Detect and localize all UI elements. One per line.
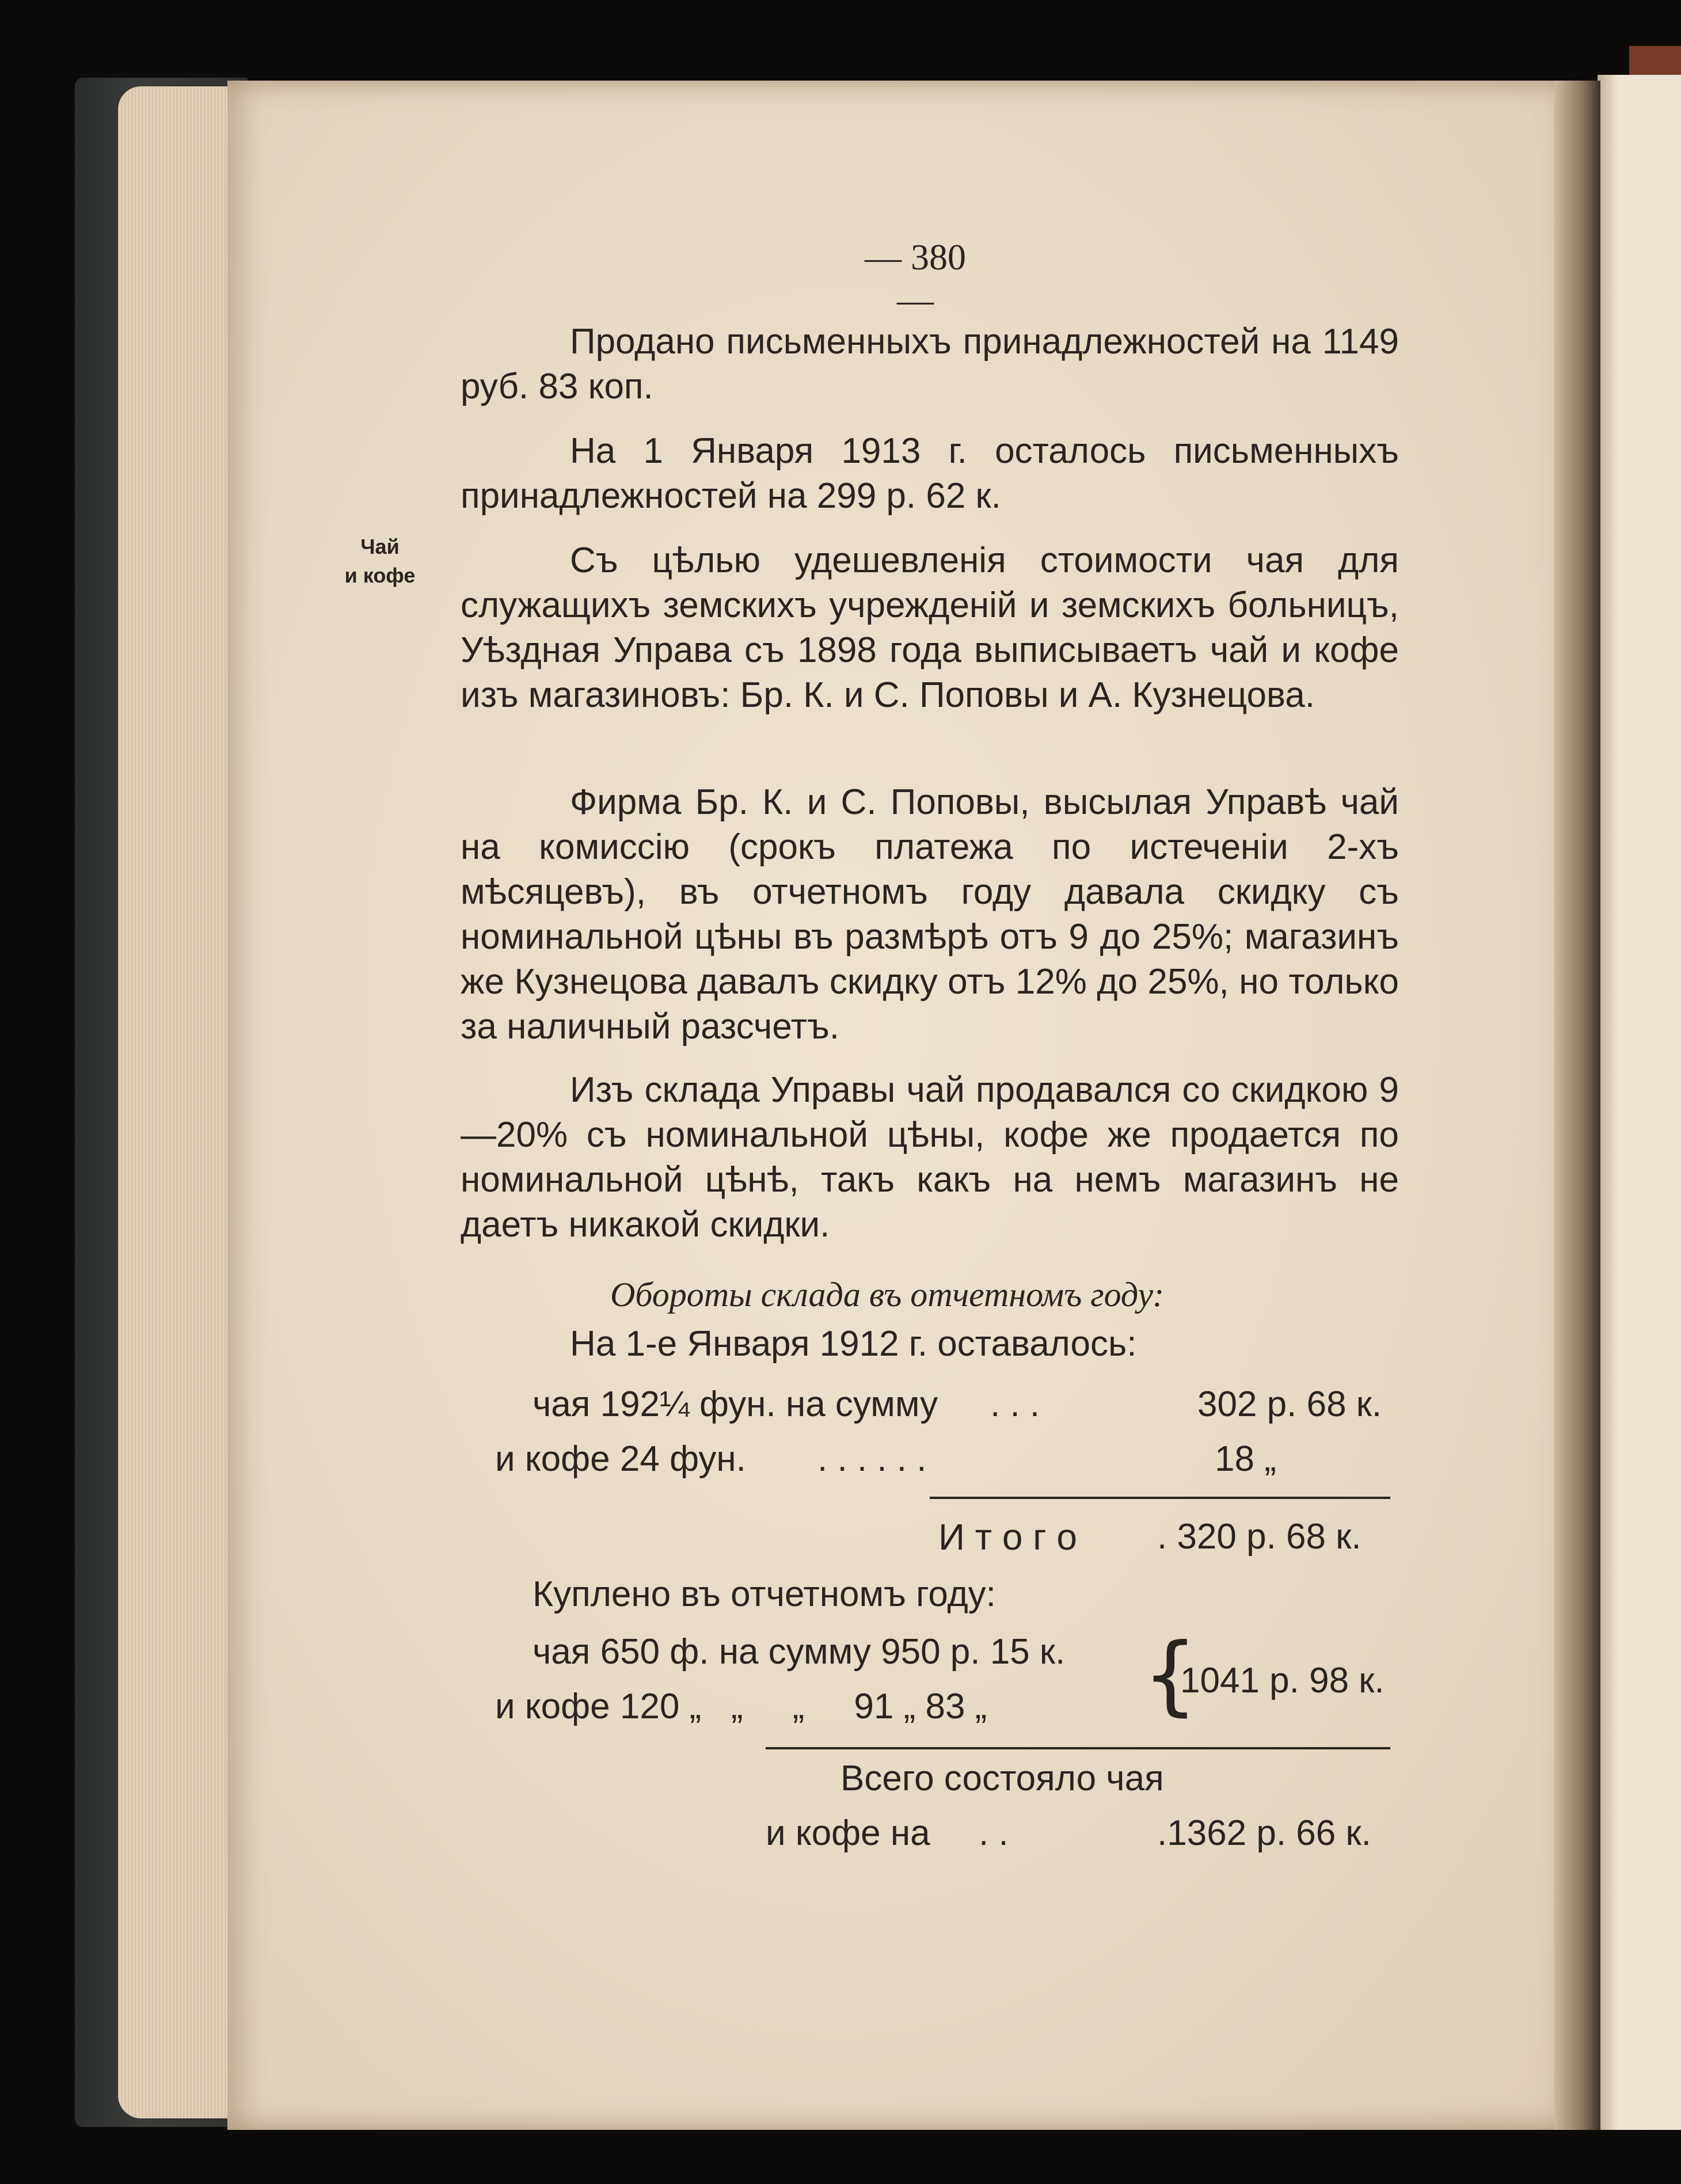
paragraph-firm-discount: Фирма Бр. К. и С. Поповы, высылая Управѣ чай на комиссію (срокъ платежа по истеченіи 2-хъ мѣсяцевъ), въ отчетномъ году давала скидку съ номинальной цѣны въ размѣрѣ отъ 9 до 25%; магазинъ же Кузнецова давалъ скидку отъ 12% до 25%, но только за наличный разсчетъ. (461, 782, 1399, 1047)
grand-amount: .1362 р. 66 к. (1157, 1813, 1371, 1853)
paragraph-stationery-sold: Продано письменныхъ принадлежностей на 1149 руб. 83 коп. (461, 322, 1399, 406)
page-gutter (1554, 81, 1600, 2130)
paragraph-stationery-left: На 1 Января 1913 г. осталось письменныхъ принадлежностей на 299 р. 62 к. (461, 431, 1399, 516)
grand-label-1: Всего состояло чая (840, 1759, 1164, 1798)
paragraph-tea-purpose: Съ цѣлью удешевленія стоимости чая для служащихъ земскихъ учрежденій и земскихъ больницъ, Уѣздная Управа съ 1898 года выписываетъ чай и кофе изъ магазиновъ: Бр. К. и С. Поповы и А. Кузнецова. (461, 541, 1399, 715)
table-title: Обороты склада въ отчетномъ году: (610, 1276, 1165, 1314)
total-label: И т о г о (938, 1516, 1077, 1558)
facing-page (1598, 75, 1681, 2130)
tea-stock-label: чая 192¼ фун. на сумму (533, 1384, 938, 1424)
margin-note-line-1: Чай (360, 535, 400, 558)
bought-total: 1041 р. 98 к. (1180, 1661, 1385, 1700)
grand-dots: . . (979, 1813, 1009, 1853)
paragraph-warehouse-sales: Изъ склада Управы чай продавался со скидкою 9—20% съ номинальной цѣны, кофе же продается по номинальной цѣнѣ, такъ какъ на немъ магазинъ не даетъ никакой скидки. (461, 1070, 1399, 1245)
brace: { (1143, 1625, 1198, 1725)
bought-coffee: и кофе 120 „ „ „ 91 „ 83 „ (495, 1687, 987, 1726)
total-amount: . 320 р. 68 к. (1157, 1517, 1361, 1557)
coffee-stock-amount: 18 „ (1215, 1439, 1276, 1479)
page-number: — 380 — (865, 237, 966, 320)
tea-stock-dots: . . . (990, 1384, 1040, 1424)
bought-tea: чая 650 ф. на сумму 950 р. 15 к. (533, 1632, 1066, 1672)
bought-header: Куплено въ отчетномъ году: (533, 1574, 996, 1614)
margin-note (325, 532, 435, 590)
coffee-stock-label: и кофе 24 фун. (495, 1439, 746, 1479)
opening-balance-header: На 1-е Января 1912 г. оставалось: (570, 1324, 1137, 1364)
grand-label-2: и кофе на (766, 1813, 930, 1853)
coffee-stock-dots: . . . . . . (817, 1439, 927, 1479)
total-rule (930, 1497, 1390, 1499)
tea-stock-amount: 302 р. 68 к. (1197, 1384, 1382, 1424)
grand-rule (766, 1747, 1390, 1749)
margin-note-line-2: и кофе (344, 564, 416, 587)
